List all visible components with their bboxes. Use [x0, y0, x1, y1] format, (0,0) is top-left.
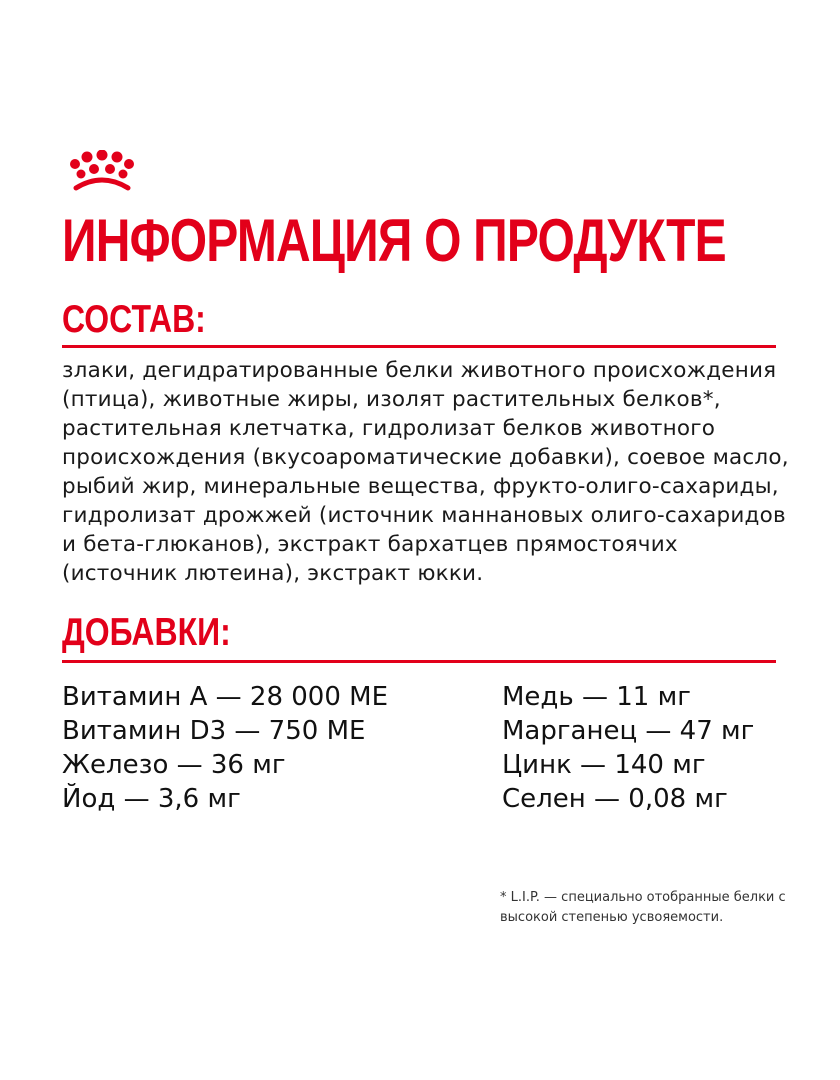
composition-divider	[62, 345, 776, 348]
additives-divider	[62, 660, 776, 663]
additive-item: Медь — 11 мг	[502, 682, 691, 712]
additive-item: Марганец — 47 мг	[502, 716, 755, 746]
additives-list-right	[502, 680, 754, 816]
composition-text: злаки, дегидратированные белки животного происхождения (птица), животные жиры, изолят растительных белков*, растительная клетчатка, гидролизат белков животного происхождения (вкусоароматические добавки), соевое масло, рыбий жир, минеральные вещества, фрукто-олиго-сахариды, гидролизат дрожжей (источник маннановых олиго-сахаридов и бета-глюканов), экстракт бархатцев прямостоячих (источник лютеина), экстракт юкки.	[62, 358, 789, 586]
page-title: ИНФОРМАЦИЯ О ПРОДУКТЕ	[62, 207, 726, 274]
additives-heading: ДОБАВКИ:	[62, 611, 231, 654]
additive-item: Цинк — 140 мг	[502, 750, 706, 780]
composition-heading: СОСТАВ:	[62, 298, 206, 341]
crown-icon	[66, 150, 138, 194]
additive-item: Витамин D3 — 750 МЕ	[62, 716, 366, 746]
additive-item: Железо — 36 мг	[62, 750, 286, 780]
additive-item: Йод — 3,6 мг	[62, 784, 241, 814]
additives-list-left	[62, 680, 388, 816]
footnote: * L.I.P. — специально отобранные белки с высокой степенью усвояемости.	[500, 890, 786, 925]
additive-item: Селен — 0,08 мг	[502, 784, 728, 814]
additive-item: Витамин А — 28 000 МЕ	[62, 682, 389, 712]
